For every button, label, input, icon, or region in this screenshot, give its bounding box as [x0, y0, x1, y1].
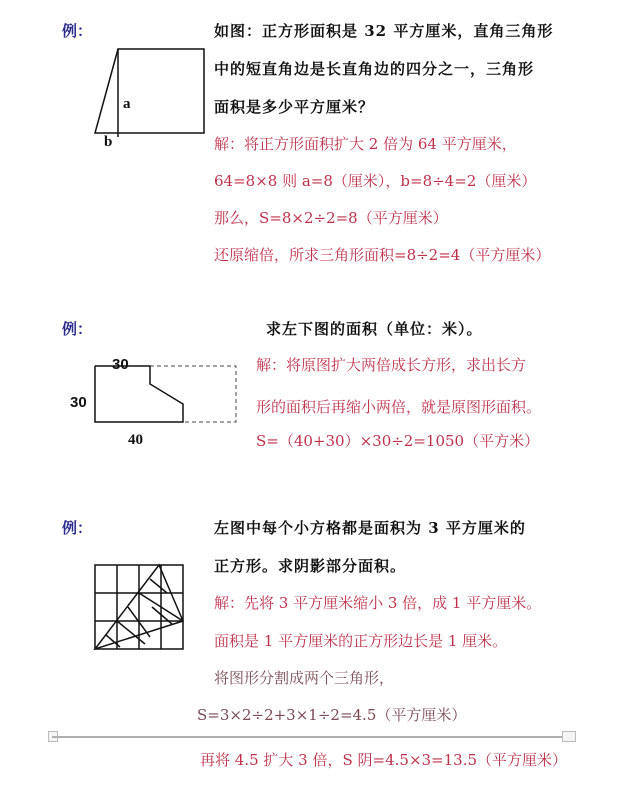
- example1-question-line1: 如图：正方形面积是 32 平方厘米，直角三角形: [214, 22, 554, 40]
- example1-solution-line1: 解：将正方形面积扩大 2 倍为 64 平方厘米，: [214, 135, 517, 153]
- example3-solution-line3: 将图形分割成两个三角形，: [214, 669, 395, 687]
- example2-label-left: 30: [70, 394, 87, 411]
- example3-final-line: 再将 4.5 扩大 3 倍，S 阴=4.5×3=13.5（平方厘米）: [200, 751, 568, 769]
- example2-label-bottom: 40: [128, 432, 143, 448]
- example1-label: 例：: [62, 22, 93, 40]
- example3-solution-line1: 解：先将 3 平方厘米缩小 3 倍，成 1 平方厘米。: [214, 594, 542, 612]
- example1-question-line2: 中的短直角边是长直角边的四分之一，三角形: [214, 60, 535, 78]
- example1-solution-line3: 那么，S=8×2÷2=8（平方厘米）: [214, 209, 448, 227]
- example2-label: 例：: [62, 320, 93, 338]
- example2-label-top: 30: [112, 356, 129, 373]
- example3-figure-grid-triangle: [92, 562, 186, 654]
- example2-question: 求左下图的面积（单位：米）。: [266, 320, 483, 338]
- example1-label-b: b: [104, 134, 113, 150]
- example1-solution-line4: 还原缩倍，所求三角形面积=8÷2=4（平方厘米）: [214, 246, 551, 264]
- page-separator-line: [52, 736, 576, 738]
- example2-solution-line2: 形的面积后再缩小两倍，就是原图形面积。: [256, 398, 542, 416]
- example3-solution-line2: 面积是 1 平方厘米的正方形边长是 1 厘米。: [214, 632, 508, 650]
- example1-figure-square-triangle: [90, 45, 210, 140]
- example3-question-line2: 正方形。求阴影部分面积。: [214, 557, 407, 575]
- example1-solution-line2: 64=8×8 则 a=8（厘米），b=8÷4=2（厘米）: [214, 172, 537, 190]
- example2-solution-line1: 解：将原图扩大两倍成长方形，求出长方: [256, 356, 527, 374]
- example1-label-a: a: [123, 96, 131, 112]
- example2-solution-line3: S=（40+30）×30÷2=1050（平方米）: [256, 432, 540, 450]
- separator-right-handle[interactable]: [562, 731, 576, 742]
- example3-formula: S=3×2÷2+3×1÷2=4.5（平方厘米）: [197, 706, 467, 724]
- example1-question-line3: 面积是多少平方厘米？: [214, 98, 375, 116]
- example3-label: 例：: [62, 519, 93, 537]
- example3-question-line1: 左图中每个小方格都是面积为 3 平方厘米的: [214, 519, 526, 537]
